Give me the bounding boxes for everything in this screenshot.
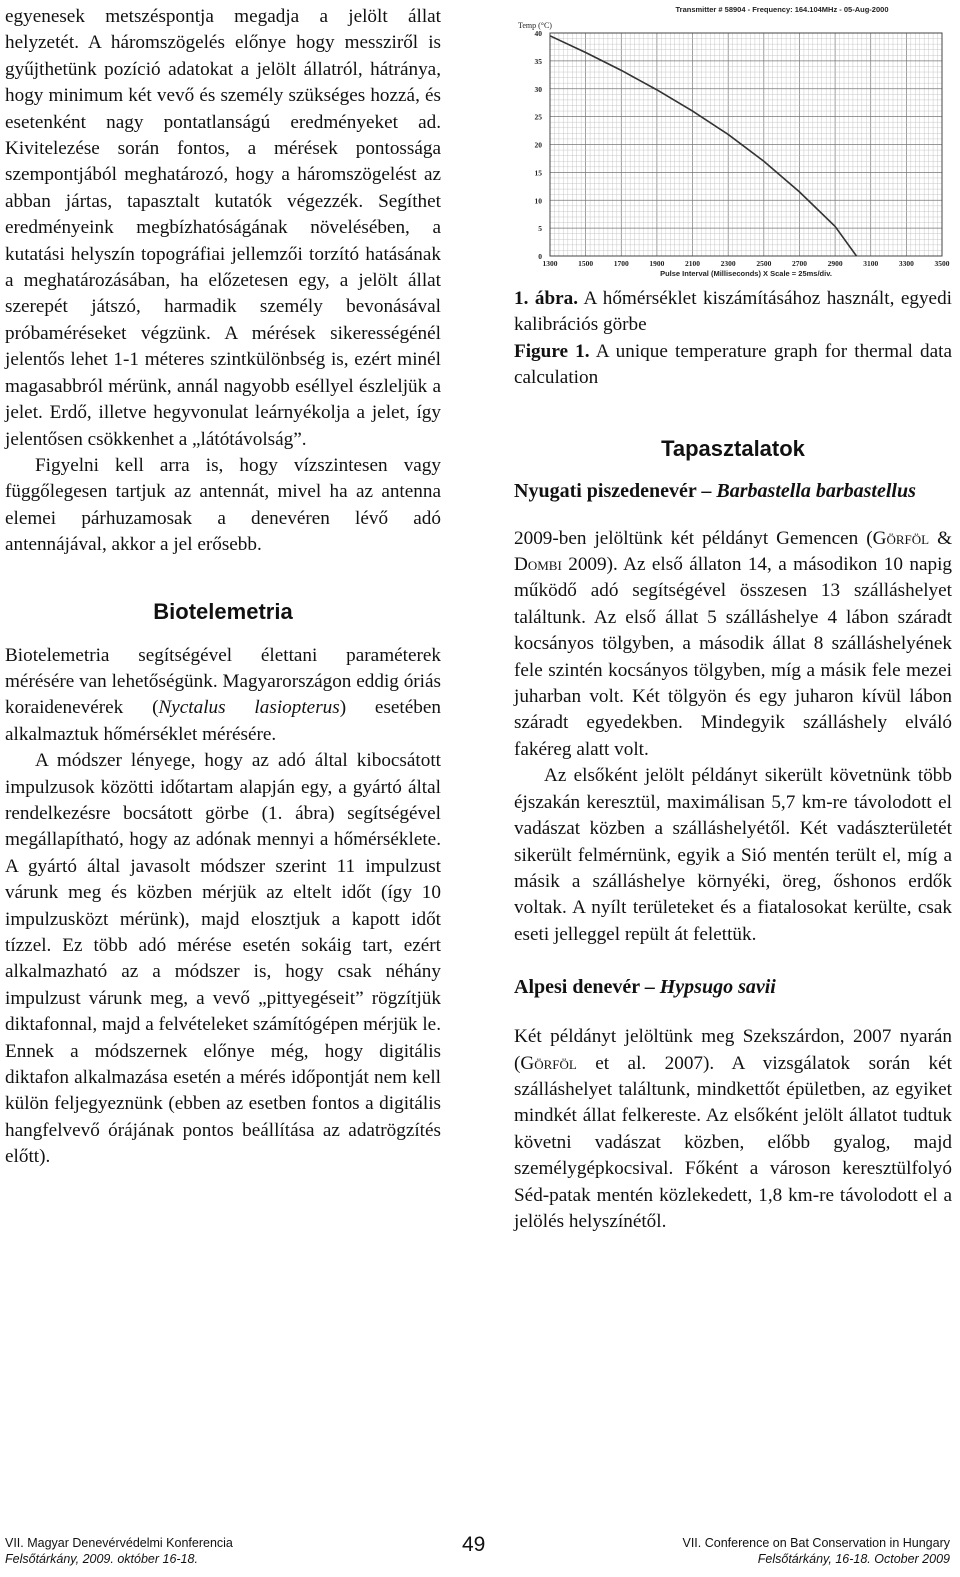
chart-series-line [550,36,856,256]
chart-y-tick-label: 5 [538,224,542,234]
footer-location-hu: Felsőtárkány, 2009. október 16-18. [5,1552,198,1566]
chart-x-tick-label: 1700 [613,259,629,268]
species-name: Hypsugo savii [659,976,776,999]
citation-authors: Görföl & Dombi [514,527,952,576]
caption-en-label: Figure 1. [514,340,590,362]
chart-ylabel: Temp (°C) [518,21,552,30]
caption-hu [514,286,952,339]
chart-y-tick-label: 30 [534,84,542,94]
chart-y-tick-label: 25 [534,112,542,122]
caption-hu-text: A hőmérséklet kiszámításához használt, egyedi kalibrációs görbe [514,288,952,336]
citation-authors: Görföl [520,1052,577,1074]
text-fragment: ) esetében alkalmaztuk hőmérséklet mérésére. [5,697,441,745]
chart-x-tick-label: 2900 [827,259,843,268]
footer-location-en: Felsőtárkány, 16-18. October 2009 [757,1552,950,1566]
chart-x-tick-label: 3500 [934,259,950,268]
text-fragment: 2009-ben jelöltünk két példányt Gemencen ( [514,527,873,549]
chart-xlabel: Pulse Interval (Milliseconds) X Scale = 25ms/div. [660,269,832,278]
species-name: Nyctalus lasiopterus [158,697,340,719]
paragraph-biotelemetry-intro [5,643,441,749]
chart-x-tick-label: 3300 [898,259,914,268]
chart-y-tick-label: 20 [534,140,542,150]
text-fragment: et al. 2007). A vizsgálatok során két szálláshelyet találtunk, mindkettőt épületben, az egyiket mindkét állat felkereste. Az elsőként jelölt állatot tudtuk követni vadászat közben, előbb gyalog, majd személygépkocsival. Főként a városon keresztülfolyó Séd-patak mentén közlekedett, 1,8 km-re távolodott el a jelölés helyszínétől. [514,1052,952,1232]
chart-x-tick-label: 1500 [578,259,594,268]
text-fragment: Biotelemetria segítségével élettani paraméterek mérésére van lehetőségünk. Magyarországon eddig óriás koraidenevérek ( [5,644,441,719]
paragraph-barbastella-2: Az elsőként jelölt példányt sikerült követnünk több éjszakán keresztül, maximálisan 5,7 km-re távolodott el vadászat közben a szálláshelyétől. Két vadászterületét sikerült felmérnünk, egyik a Sió mentén terült el, míg a másik a szálláshelye környéki, öreg, őshonos erdők voltak. A nyílt területeket és a fiatalosokat kerülte, csak eseti jelleggel repült át felettük. [514,765,952,945]
chart-y-tick-label: 0 [538,252,542,261]
subsection-title-text: Alpesi denevér – [514,976,660,999]
chart-y-tick-label: 10 [534,196,542,206]
caption-hu-label: 1. ábra. [514,288,579,309]
section-heading-biotelemetria: Biotelemetria [153,598,293,624]
right-column [514,286,952,1235]
chart-x-tick-label: 1300 [542,259,558,268]
calibration-chart [512,0,952,280]
text-fragment: 2009). Az első állaton 14, a másodikon 10 napig működő adó segítségével összesen 13 szálláshelyet találtunk. Az első állat 5 szálláshelye 4 lábon száradt kocsányos tölgyben, a második állat 8 szálláshelyének fele szintén kocsányos tölgyben, míg a másik fele mezei juharban volt. Két tölgyön és egy juharon kívül lábon száradt egyedekben. Mindegyik szálláshely elváló fakéreg alatt volt. [514,554,952,760]
page-number: 49 [462,1533,486,1556]
text-fragment: Két példányt jelöltünk meg Szekszárdon, 2007 nyarán ( [514,1026,952,1074]
species-name: Barbastella barbastellus [716,479,916,502]
chart-y-tick-label: 35 [534,56,542,66]
figure-chart [512,0,952,280]
left-column [5,0,441,1171]
paragraph-method: A módszer lényege, hogy az adó által kibocsátott impulzusok közötti időtartam alapján egy, a gyártó által rendelkezésre bocsátott görbe (1. ábra) segítségével megállapítható, hogy az adónak mennyi a hőmérséklete. A gyártó által javasolt módszer szerint 11 impulzust várunk meg és közben mérjük az eltelt időt (így 10 impulzusközt mérünk), majd elosztjuk a kapott időt tízzel. Ez több adó mérése esetén sokáig tart, ezért alkalmazható az a módszer is, hogy csak néhány impulzust várunk meg, a vevő „pittyegéseit” rögzítjük diktafonnal, majd a felvételeket számítógépen mérjük le. Ennek a módszernek előnye még, hogy digitális diktafon alkalmazása esetén a mérés időpontját nem kell külön feljegyeznünk (ebben az esetben fontos a digitális hangfelvevő órájának pontos beállítása az adatrögzítés előtt). [5,750,441,1168]
subsection-title-hypsugo [514,974,952,1000]
chart-x-tick-label: 1900 [649,259,665,268]
footer-conference-hu: VII. Magyar Denevérvédelmi Konferencia [5,1536,233,1550]
chart-x-tick-label: 2500 [756,259,772,268]
chart-y-tick-label: 40 [534,29,542,38]
footer-conference-en: VII. Conference on Bat Conservation in Hungary [682,1536,950,1550]
paragraph-barbastella-1 [514,526,952,764]
caption-en-text: A unique temperature graph for thermal data calculation [514,340,952,389]
chart-x-tick-label: 3100 [863,259,879,268]
section-heading-tapasztalatok: Tapasztalatok [661,435,805,461]
paragraph-antenna: Figyelni kell arra is, hogy vízszintesen vagy függőlegesen tartjuk az antennát, mivel ha az antenna elemei párhuzamosak a denevéren lévő adó antennájával, akkor a jel erősebb. [5,454,441,556]
subsection-title-text: Nyugati piszedenevér – [514,479,717,502]
footer-right [682,1535,950,1567]
footer-left [5,1535,233,1567]
paragraph-triangulation: egyenesek metszéspontja megadja a jelölt állat helyzetét. A háromszögelés előnye hogy messziről is gyűjthetünk pozíció adatokat a jelölt állatról, hátránya, hogy minimum két vevő és személy szükséges hozzá, és esetenként nagy pontatlanságú eredményeket ad. Kivitelezése során fontos, a mérések pontossága szempontjából meghatározó, hogy a háromszögelést az abban jártas, tapasztalt kutatók végezzék. Segíthet eredményeink megbízhatóságának növelésében, a kutatási helyszín topográfiai jellemzői torzító hatásának a meghatározásában, ha előzetesen egy, a jelölt állat szerepét játszó, harmadik személy bevonásával próbaméréseket végzünk. A mérések sikerességénél jelentős lehet 1-1 méteres szintkülönbség is, ezért minél magasabbról mérünk, annál nagyobb eséllyel észleljük a jelet. Erdő, illetve hegyvonulat leárnyékolja a jelet, így jelentősen csökkenhet a „látótávolság”. [5,6,441,450]
chart-x-tick-label: 2300 [720,259,736,268]
chart-x-tick-label: 2700 [791,259,807,268]
chart-x-tick-label: 2100 [685,259,701,268]
chart-y-tick-label: 15 [534,168,542,178]
caption-en [514,339,952,392]
chart-title: Transmitter # 58904 - Frequency: 164.104MHz - 05-Aug-2000 [675,5,889,14]
paragraph-hypsugo [514,1024,952,1235]
figure-caption [514,286,952,392]
subsection-title-barbastella [514,478,952,504]
